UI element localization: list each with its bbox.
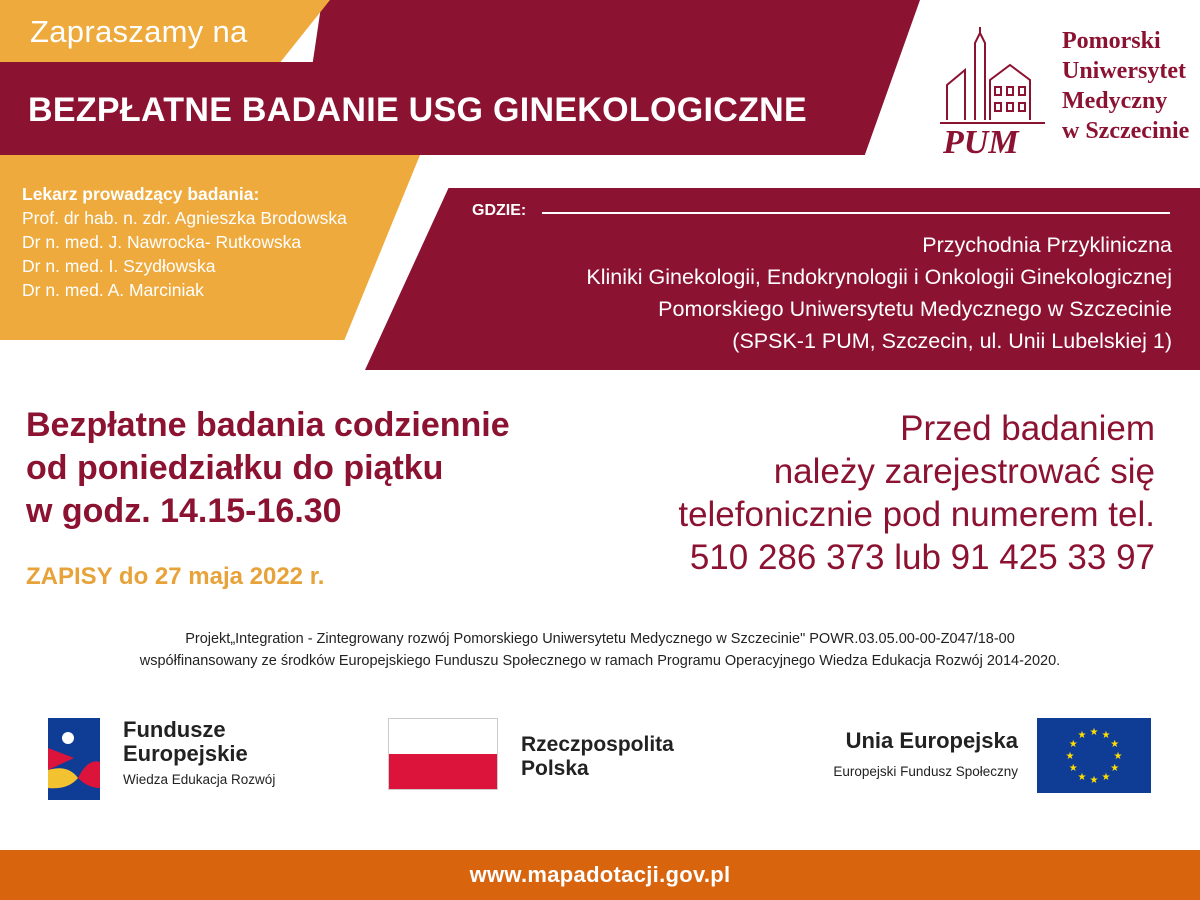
schedule-line: Bezpłatne badania codziennie — [26, 406, 510, 444]
university-name-line: Medyczny — [1062, 88, 1168, 114]
schedule-line: od poniedziałku do piątku — [26, 449, 444, 487]
pl-title-line: Rzeczpospolita — [521, 733, 674, 756]
registration-line: Przed badaniem — [900, 409, 1155, 448]
eu-star-icon: ★ — [1089, 775, 1099, 786]
eu-star-icon: ★ — [1110, 763, 1120, 774]
footer-url[interactable]: www.mapadotacji.gov.pl — [469, 862, 731, 887]
eu-star-icon: ★ — [1077, 771, 1087, 783]
eu-star-icon: ★ — [1068, 763, 1078, 774]
where-divider — [542, 212, 1170, 214]
project-line: Projekt„Integration - Zintegrowany rozwój Pomorskiego Uniwersytetu Medycznego w Szczecinie" POWR.03.05.00-00-Z047/18-00 — [185, 631, 1015, 647]
flag-red-stripe — [389, 754, 497, 789]
project-line: współfinansowany ze środków Europejskiego Funduszu Społecznego w ramach Programu Operacyjnego Wiedza Edukacja Rozwój 2014-2020. — [139, 653, 1061, 669]
address-line: Pomorskiego Uniwersytetu Medycznego w Szczecinie — [658, 297, 1172, 321]
university-name-line: Uniwersytet — [1062, 58, 1186, 84]
schedule-info — [26, 404, 510, 533]
doctor-name: Dr n. med. I. Szydłowska — [22, 256, 216, 276]
eu-logo-text — [760, 728, 1018, 779]
fe-title-line: Fundusze — [123, 717, 226, 742]
doctors-list — [22, 182, 347, 302]
invite-text: Zapraszamy na — [30, 14, 248, 49]
address-line: Kliniki Ginekologii, Endokrynologii i Onkologii Ginekologicznej — [586, 265, 1172, 289]
university-name — [1062, 26, 1189, 146]
eu-star-icon: ★ — [1101, 771, 1111, 783]
eu-star-icon: ★ — [1077, 730, 1087, 742]
university-name-line: w Szczecinie — [1062, 118, 1190, 144]
polish-flag-icon — [388, 718, 498, 790]
eu-star-icon: ★ — [1065, 751, 1075, 762]
address-line: Przychodnia Przykliniczna — [922, 233, 1172, 257]
registration-line: należy zarejestrować się — [773, 452, 1155, 491]
eu-star-icon: ★ — [1110, 739, 1120, 750]
project-info — [0, 628, 1200, 672]
eu-star-icon: ★ — [1113, 751, 1123, 762]
address-line: (SPSK-1 PUM, Szczecin, ul. Unii Lubelskiej 1) — [732, 329, 1172, 353]
where-label: GDZIE: — [472, 202, 527, 219]
eu-star-icon: ★ — [1068, 739, 1078, 750]
eu-flag-icon — [1037, 718, 1151, 793]
eu-title: Unia Europejska — [845, 728, 1018, 753]
doctor-name: Prof. dr hab. n. zdr. Agnieszka Brodowska — [22, 208, 347, 228]
doctor-name: Dr n. med. J. Nawrocka- Rutkowska — [22, 232, 302, 252]
location-address — [586, 229, 1172, 357]
eu-star-icon: ★ — [1101, 730, 1111, 742]
registration-phone: 510 286 373 lub 91 425 33 97 — [689, 538, 1155, 577]
pum-mark: PUM — [943, 124, 1019, 160]
flag-white-stripe — [389, 719, 497, 754]
registration-line: telefonicznie pod numerem tel. — [678, 495, 1155, 534]
eu-subtitle: Europejski Fundusz Społeczny — [833, 764, 1018, 779]
fe-subtitle: Wiedza Edukacja Rozwój — [123, 772, 276, 787]
doctor-name: Dr n. med. A. Marciniak — [22, 280, 204, 300]
registration-info — [678, 407, 1155, 579]
eu-star-icon: ★ — [1089, 727, 1099, 738]
page-title: BEZPŁATNE BADANIE USG GINEKOLOGICZNE — [28, 91, 807, 129]
fe-title-line: Europejskie — [123, 741, 248, 766]
doctors-heading: Lekarz prowadzący badania: — [22, 184, 260, 204]
signup-deadline: ZAPISY do 27 maja 2022 r. — [26, 563, 325, 590]
fe-logo-text — [123, 718, 275, 787]
schedule-line: w godz. 14.15-16.30 — [26, 492, 342, 530]
university-name-line: Pomorski — [1062, 28, 1161, 54]
fe-flag-icon — [48, 718, 100, 800]
pl-title-line: Polska — [521, 757, 589, 780]
pl-logo-text — [521, 733, 674, 781]
